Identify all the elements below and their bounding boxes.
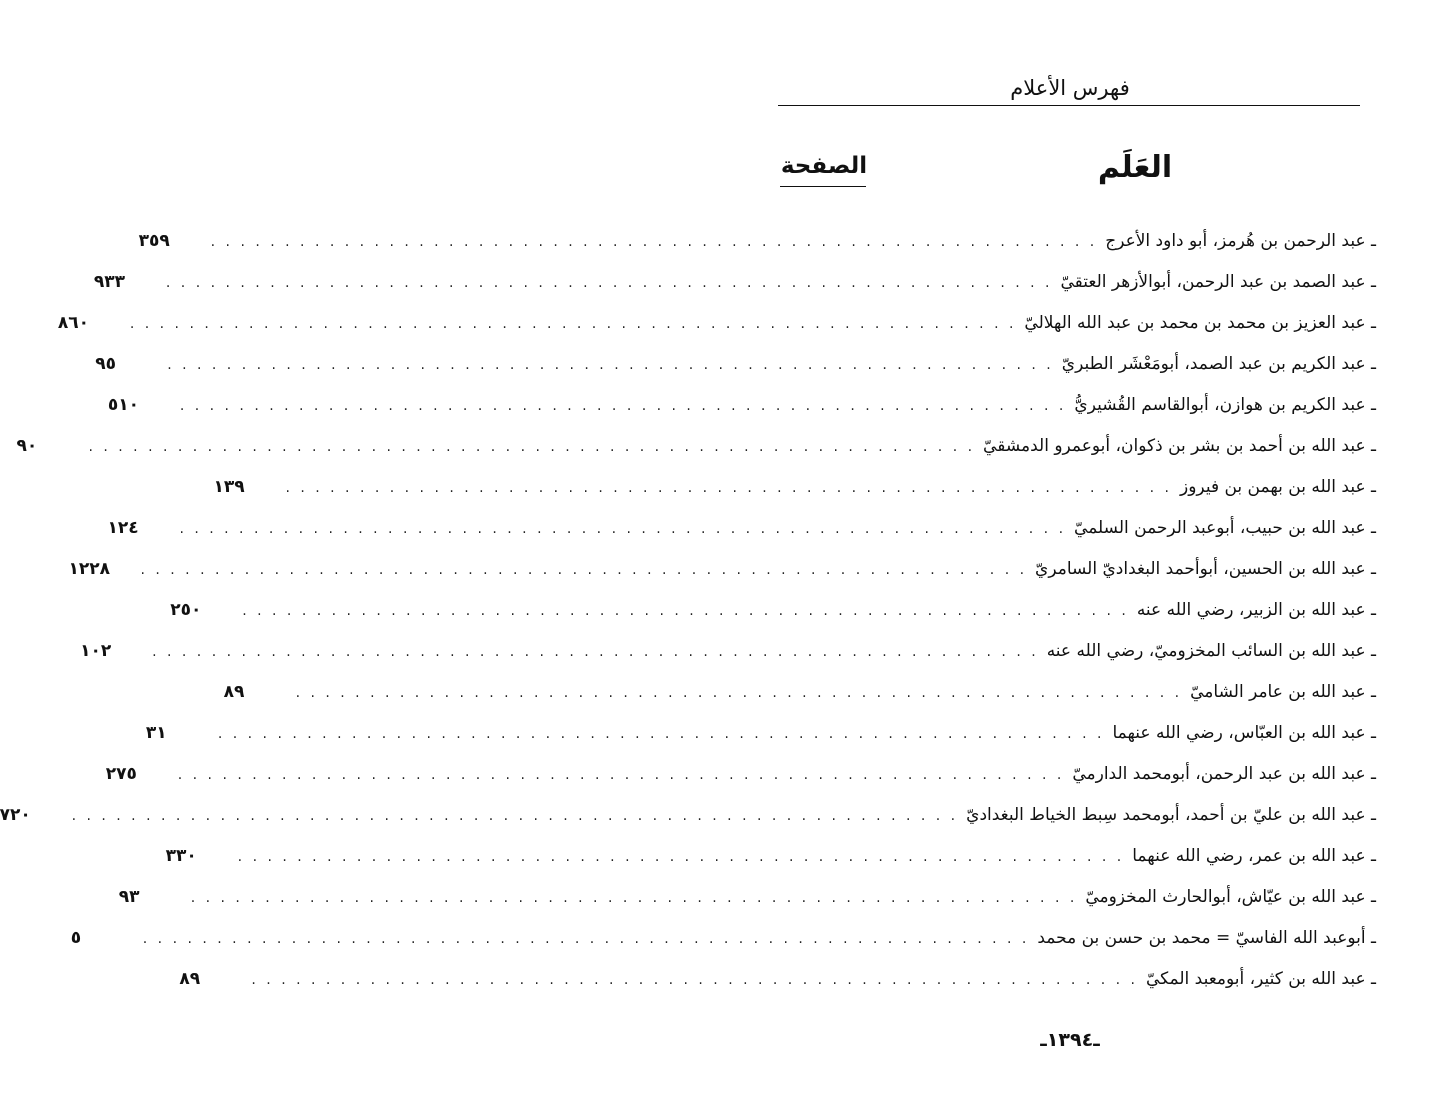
running-title: فهرس الأعلام [1010,76,1130,100]
leader-dots: . . . . . . . . . . . . . . . . . . . . . . . . . . . . . . . . . . . . . . . . . . . . . . . . . . . . . . . . . . . . [179,398,1067,414]
entry-page: ٥١٠ [107,395,139,415]
entry-page: ٨٩ [179,969,201,989]
page-number: ـ١٣٩٤ـ [1040,1029,1100,1051]
entry-name: ـ عبد الكريم بن عبد الصمد، أبومَعْشَر الطبريّ [1061,354,1376,374]
leader-dots: . . . . . . . . . . . . . . . . . . . . . . . . . . . . . . . . . . . . . . . . . . . . . . . . . . . . . . . . . . . . [71,808,959,824]
entry-page: ٣١ [145,723,167,743]
index-entry [68,551,1376,592]
leader-dots: . . . . . . . . . . . . . . . . . . . . . . . . . . . . . . . . . . . . . . . . . . . . . . . . . . . . . . . . . . . . [242,603,1129,619]
leader-dots: . . . . . . . . . . . . . . . . . . . . . . . . . . . . . . . . . . . . . . . . . . . . . . . . . . . . . . . . . . . . [165,275,1053,291]
entry-name: ـ عبد الله بن كثير، أبومعبد المكيّ [1145,969,1376,989]
column-heading-name: العَلَم [1097,150,1173,185]
index-entries [0,223,1376,1002]
entry-page: ١٣٩ [213,477,245,497]
entry-name: ـ أبوعبد الله الفاسيّ = محمد بن حسن بن محمد [1037,928,1376,948]
index-entry [16,428,1376,469]
leader-dots: . . . . . . . . . . . . . . . . . . . . . . . . . . . . . . . . . . . . . . . . . . . . . . . . . . . . . . . . . . . . [210,234,1098,250]
entry-page: ٩٣٣ [93,272,126,292]
entry-page: ٢٧٥ [105,764,137,784]
index-entry [107,510,1376,551]
entry-name: ـ عبد الله بن عيّاش، أبوالحارث المخزوميّ [1085,887,1376,907]
leader-dots: . . . . . . . . . . . . . . . . . . . . . . . . . . . . . . . . . . . . . . . . . . . . . . . . . . . . . . . . . . . . [177,767,1065,783]
index-entry [93,264,1376,305]
leader-dots: . . . . . . . . . . . . . . . . . . . . . . . . . . . . . . . . . . . . . . . . . . . . . . . . . . . . . . . . . . . . [167,357,1054,373]
header-rule [778,105,1360,106]
entry-name: ـ عبد الصمد بن عبد الرحمن، أبوالأزهر العتقيّ [1060,272,1376,292]
index-entry [80,633,1376,674]
entry-page: ٣٥٩ [138,231,170,251]
entry-page: ٣٣٠ [165,846,197,866]
entry-name: ـ عبد الله بن الزبير، رضي الله عنه [1136,600,1376,620]
leader-dots: . . . . . . . . . . . . . . . . . . . . . . . . . . . . . . . . . . . . . . . . . . . . . . . . . . . . . . . . . . . . [88,439,976,455]
entry-page: ٨٩ [223,682,245,702]
index-entry [57,305,1376,346]
index-entry [145,715,1376,756]
entry-name: ـ عبد الله بن العبّاس، رضي الله عنهما [1112,723,1376,743]
leader-dots: . . . . . . . . . . . . . . . . . . . . . . . . . . . . . . . . . . . . . . . . . . . . . . . . . . . . . . . . . . . . [217,726,1105,742]
index-entry [179,961,1376,1002]
entry-page: ٧٢٠ [0,805,31,825]
entry-page: ٢٥٠ [170,600,202,620]
entry-name: ـ عبد الله بن الحسين، أبوأحمد البغداديّ السامريّ [1035,559,1376,579]
column-heading-page: الصفحة [780,153,868,179]
index-entry [105,756,1376,797]
entry-page: ٩٥ [95,354,116,374]
entry-name: ـ عبد الله بن عبد الرحمن، أبومحمد الدارميّ [1072,764,1376,784]
index-entry [223,674,1376,715]
entry-page: ٥ [70,928,82,948]
leader-dots: . . . . . . . . . . . . . . . . . . . . . . . . . . . . . . . . . . . . . . . . . . . . . . . . . . . . . . . . . . . . [251,972,1138,988]
index-entry [0,797,1376,838]
index-entry [213,469,1376,510]
entry-name: ـ عبد الله بن عامر الشاميّ [1190,682,1376,702]
leader-dots: . . . . . . . . . . . . . . . . . . . . . . . . . . . . . . . . . . . . . . . . . . . . . . . . . . . . . . . . . . . . [142,931,1030,947]
entry-name: ـ عبد الله بن بهمن بن فيروز [1180,477,1376,497]
leader-dots: . . . . . . . . . . . . . . . . . . . . . . . . . . . . . . . . . . . . . . . . . . . . . . . . . . . . . . . . . . . . [190,890,1078,906]
entry-page: ٩٠ [16,436,38,456]
index-entry [118,879,1376,920]
entry-page: ٨٦٠ [57,313,89,333]
entry-name: ـ عبد الله بن عليّ بن أحمد، أبومحمد سِبط الخياط البغداديّ [966,805,1376,825]
entry-name: ـ عبد الكريم بن هوازن، أبوالقاسم القُشيريُّ [1074,395,1376,415]
leader-dots: . . . . . . . . . . . . . . . . . . . . . . . . . . . . . . . . . . . . . . . . . . . . . . . . . . . . . . . . . . . . [179,521,1067,537]
index-entry [138,223,1376,264]
entry-name: ـ عبد الله بن حبيب، أبوعبد الرحمن السلميّ [1074,518,1376,538]
leader-dots: . . . . . . . . . . . . . . . . . . . . . . . . . . . . . . . . . . . . . . . . . . . . . . . . . . . . . . . . . . . . [295,685,1183,701]
index-entry [165,838,1376,879]
entry-name: ـ عبد الله بن السائب المخزوميّ، رضي الله عنه [1046,641,1376,661]
entry-name: ـ عبد الرحمن بن هُرمز، أبو داود الأعرج [1105,231,1376,251]
leader-dots: . . . . . . . . . . . . . . . . . . . . . . . . . . . . . . . . . . . . . . . . . . . . . . . . . . . . . . . . . . . . [129,316,1017,332]
entry-name: ـ عبد الله بن عمر، رضي الله عنهما [1132,846,1376,866]
index-entry [95,346,1376,387]
entry-page: ٩٣ [118,887,140,907]
entry-name: ـ عبد الله بن أحمد بن بشر بن ذكوان، أبوعمرو الدمشقيّ [983,436,1376,456]
entry-page: ١٢٤ [107,518,139,538]
leader-dots: . . . . . . . . . . . . . . . . . . . . . . . . . . . . . . . . . . . . . . . . . . . . . . . . . . . . . . . . . . . . [237,849,1125,865]
index-entry [107,387,1376,428]
entry-name: ـ عبد العزيز بن محمد بن محمد بن عبد الله الهلاليّ [1024,313,1376,333]
index-entry [170,592,1376,633]
column-heading-page-underline [780,186,866,187]
entry-page: ١٠٢ [80,641,112,661]
leader-dots: . . . . . . . . . . . . . . . . . . . . . . . . . . . . . . . . . . . . . . . . . . . . . . . . . . . . . . . . . . . . [140,562,1028,578]
entry-page: ١٢٢٨ [68,559,110,579]
leader-dots: . . . . . . . . . . . . . . . . . . . . . . . . . . . . . . . . . . . . . . . . . . . . . . . . . . . . . . . . . . . . [152,644,1039,660]
leader-dots: . . . . . . . . . . . . . . . . . . . . . . . . . . . . . . . . . . . . . . . . . . . . . . . . . . . . . . . . . . . . [285,480,1173,496]
index-entry [70,920,1376,961]
